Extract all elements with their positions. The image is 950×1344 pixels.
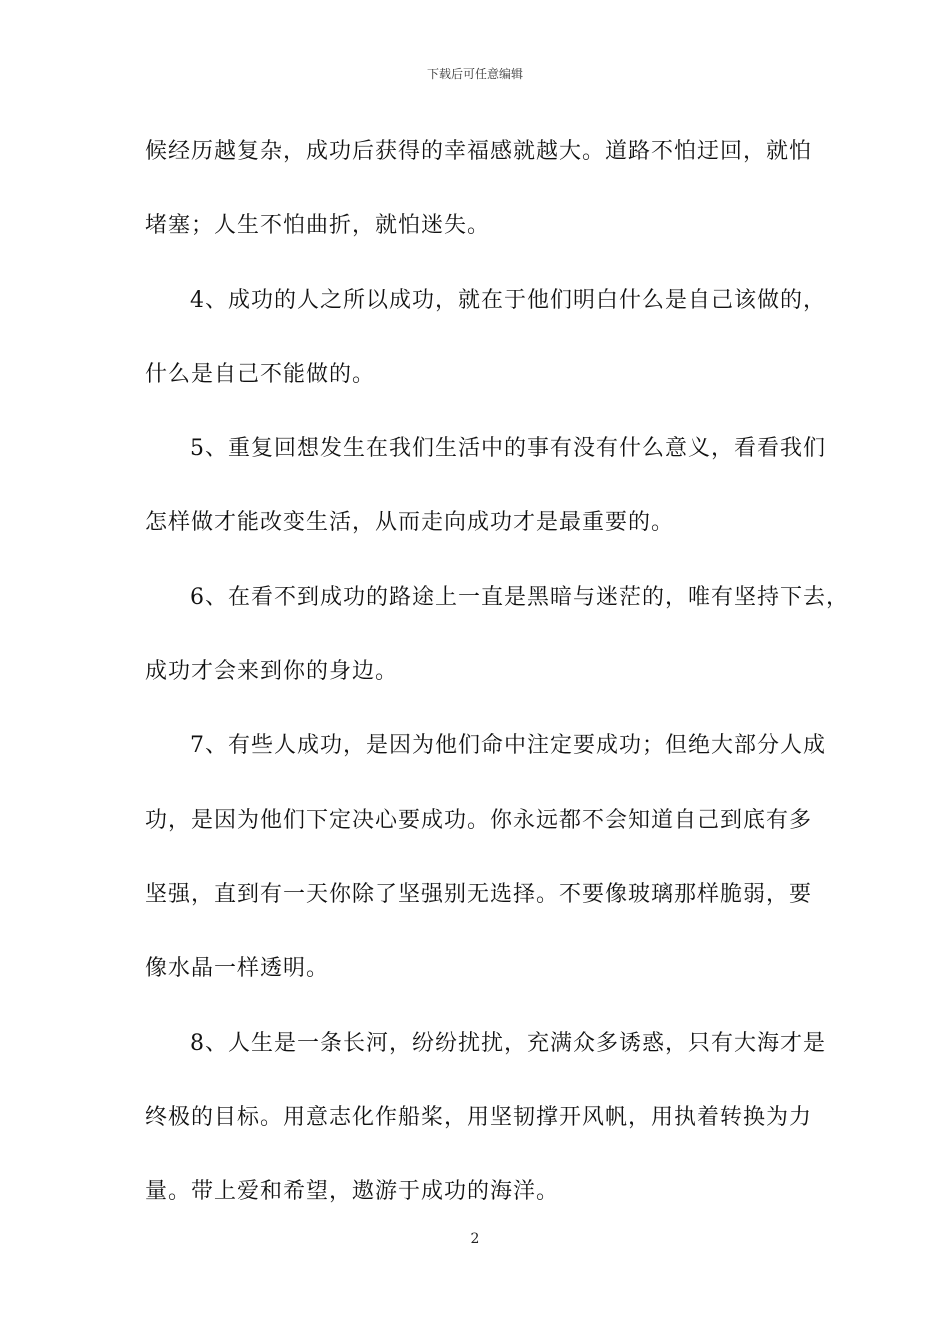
text-line: 成功才会来到你的身边。 [145, 659, 399, 685]
text-line: 8、人生是一条长河，纷纷扰扰，充满众多诱惑，只有大海才是 [190, 1030, 826, 1056]
page-number: 2 [470, 1231, 480, 1247]
text-line: 堵塞；人生不怕曲折，就怕迷失。 [145, 213, 491, 239]
document-body [145, 127, 849, 1241]
text-line: 怎样做才能改变生活，从而走向成功才是最重要的。 [145, 510, 675, 536]
text-line: 6、在看不到成功的路途上一直是黑暗与迷茫的，唯有坚持下去， [190, 584, 849, 610]
text-line: 什么是自己不能做的。 [145, 361, 376, 387]
page-header: 下载后可任意编辑 [426, 67, 523, 81]
text-line: 坚强，直到有一天你除了坚强别无选择。不要像玻璃那样脆弱，要 [145, 881, 813, 907]
text-line: 功，是因为他们下定决心要成功。你永远都不会知道自己到底有多 [145, 807, 813, 833]
text-line: 候经历越复杂，成功后获得的幸福感就越大。道路不怕迂回，就怕 [145, 139, 813, 164]
text-line: 终极的目标。用意志化作船桨，用坚韧撑开风帆，用执着转换为力 [145, 1104, 813, 1130]
text-line: 7、有些人成功，是因为他们命中注定要成功；但绝大部分人成 [190, 733, 826, 759]
text-line: 5、重复回想发生在我们生活中的事有没有什么意义，看看我们 [190, 436, 826, 462]
text-line: 4、成功的人之所以成功，就在于他们明白什么是自己该做的， [190, 287, 826, 313]
text-line: 像水晶一样透明。 [145, 956, 330, 982]
text-line: 量。带上爱和希望，遨游于成功的海洋。 [145, 1179, 560, 1205]
